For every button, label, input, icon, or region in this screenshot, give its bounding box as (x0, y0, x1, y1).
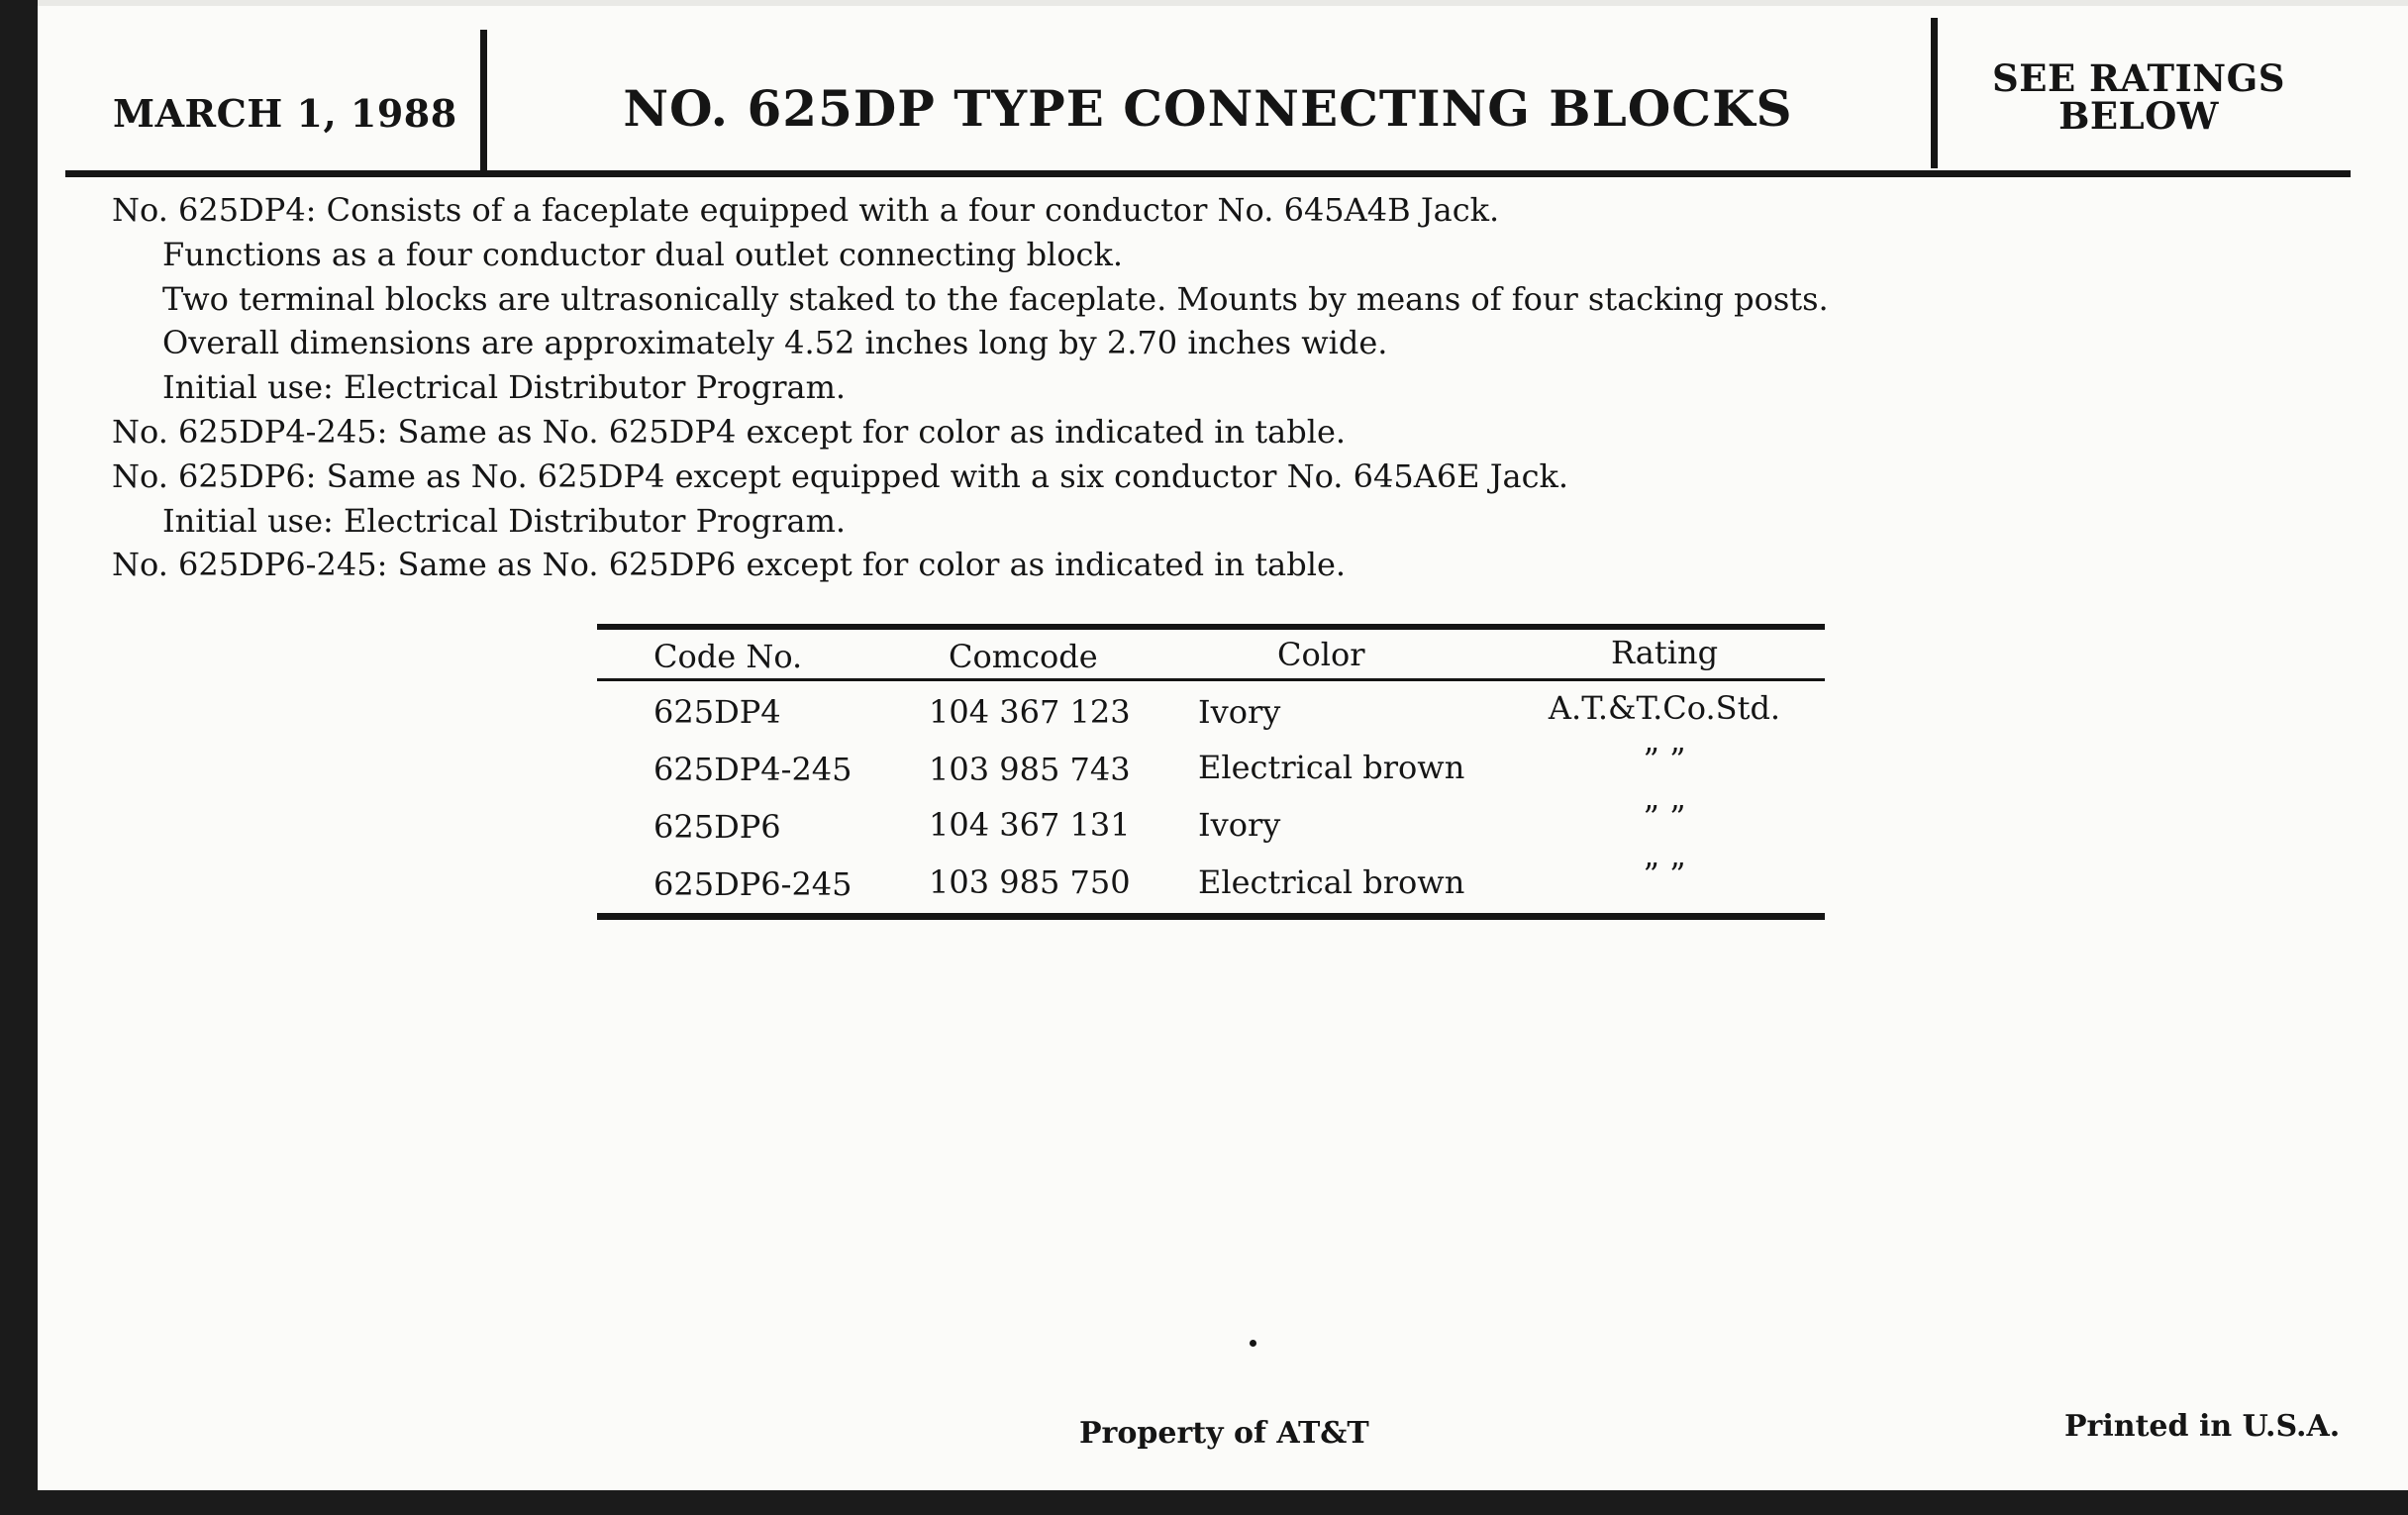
table-cell-code: 625DP4-245 (653, 751, 853, 788)
description-line: Overall dimensions are approximately 4.52 inches long by 2.70 inches wide. (162, 324, 1388, 362)
header-ratings-note (1941, 56, 2337, 138)
table-header-code: Code No. (653, 638, 803, 675)
print-mark-dot (1250, 1340, 1256, 1347)
table-top-rule (597, 624, 1825, 630)
card-top-edge (38, 0, 2408, 6)
table-cell-color: Electrical brown (1198, 863, 1465, 901)
table-cell-rating: ” ” (1643, 856, 1686, 893)
description-line: Initial use: Electrical Distributor Program. (162, 368, 847, 407)
description-line: Two terminal blocks are ultrasonically staked to the faceplate. Mounts by means of four stacking posts. (162, 279, 1829, 318)
table-cell-rating: ” ” (1643, 798, 1686, 836)
table-cell-comcode: 104 367 123 (929, 693, 1131, 731)
header-rule (65, 170, 2351, 177)
table-cell-color: Ivory (1198, 693, 1281, 731)
page-title: NO. 625DP TYPE CONNECTING BLOCKS (623, 79, 1793, 138)
description-line: No. 625DP6-245: Same as No. 625DP6 except for color as indicated in table. (112, 546, 1347, 584)
table-header-color: Color (1277, 636, 1365, 673)
table-cell-comcode: 104 367 131 (929, 806, 1131, 844)
table-cell-color: Ivory (1198, 806, 1281, 844)
header-divider-right (1931, 18, 1938, 168)
footer-printed: Printed in U.S.A. (2064, 1409, 2341, 1444)
table-cell-code: 625DP6-245 (653, 865, 853, 903)
description-block (112, 188, 1993, 587)
description-line: Initial use: Electrical Distributor Program. (162, 501, 847, 540)
header-date: MARCH 1, 1988 (113, 91, 457, 136)
table-bottom-rule (597, 913, 1825, 920)
table-cell-color: Electrical brown (1198, 749, 1465, 786)
table-cell-code: 625DP4 (653, 693, 781, 731)
header-ratings-line-1: SEE RATINGS (1992, 56, 2285, 100)
table-cell-comcode: 103 985 743 (929, 751, 1131, 788)
description-line: No. 625DP4: Consists of a faceplate equipped with a four conductor No. 645A4B Jack. (112, 191, 1500, 229)
footer-property: Property of AT&T (1079, 1416, 1369, 1451)
description-line: No. 625DP6: Same as No. 625DP4 except equipped with a six conductor No. 645A6E Jack. (112, 456, 1569, 495)
table-cell-code: 625DP6 (653, 808, 781, 846)
table-cell-comcode: 103 985 750 (929, 863, 1131, 901)
table-header-rule (597, 678, 1825, 681)
table-header-rating: Rating (1610, 634, 1719, 671)
table-cell-rating: ” ” (1643, 741, 1686, 778)
description-line: Functions as a four conductor dual outlet connecting block. (162, 235, 1124, 273)
table-header-comcode: Comcode (949, 638, 1098, 675)
description-line: No. 625DP4-245: Same as No. 625DP4 except for color as indicated in table. (112, 412, 1347, 451)
table-cell-rating: A.T.&T.Co.Std. (1548, 689, 1781, 727)
header-ratings-line-2: BELOW (2058, 94, 2219, 138)
